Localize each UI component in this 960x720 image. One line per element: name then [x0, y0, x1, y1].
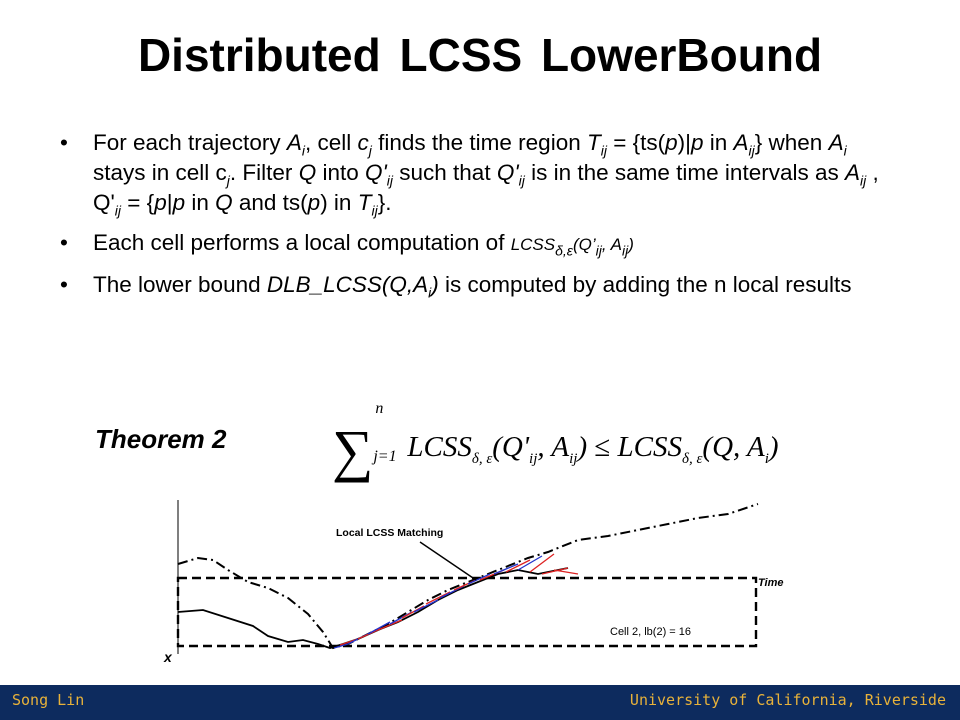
- time-axis-label: Time: [758, 577, 784, 589]
- slide-title: Distributed LCSS LowerBound: [137, 29, 823, 81]
- lcss-matching-links: [334, 554, 578, 648]
- bullet-2: • Each cell performs a local computation of $LCSS_{\delta,\varepsilon}(Q’_{ij}$, $A_{ij}$): [60, 230, 634, 259]
- trajectory-figure: [158, 494, 798, 674]
- bullet-1: • For each trajectory $A_i$, cell $c_j$ finds the time region $T_{ij} = \{ts(p)|p$ in $A_{ij}$} when $A_i$ stays in cell $c_j$. Filter Q into $Q'_{ij}$ such that $Q'_{ij}$ is in the same time intervals as $A_{ij}$ , $Q'_{ij} = \{p|p$ in Q and ts(p) in $T_{ij}$}.: [60, 130, 879, 219]
- sum-symbol: ∑: [332, 418, 374, 483]
- sum-limits: n j=1: [373, 400, 397, 465]
- bullet-dot: •: [60, 272, 68, 297]
- bullet-3: • The lower bound $DLB\_LCSS(Q,A_i)$ is computed by adding the n local results: [60, 272, 852, 301]
- theorem-label: Theorem 2: [95, 424, 227, 454]
- bullet-list: [60, 128, 890, 310]
- x-axis-label: x: [164, 649, 172, 665]
- trajectory-a-line: [178, 568, 568, 648]
- footer-bar: [0, 685, 960, 720]
- cell-label: Cell 2, lb(2) = 16: [610, 626, 692, 638]
- annotation-label: Local LCSS Matching: [336, 527, 444, 539]
- theorem-formula: ∑ n j=1 $LCSS_{\delta, \varepsilon}(Q'_{ij}$, $A_{ij}$) ≤ $LCSS_{\delta, \varepsilon}(Q$, $A_i$): [332, 400, 779, 483]
- bullet-dot: •: [60, 130, 68, 155]
- bullet-dot: •: [60, 230, 68, 255]
- footer-institution: University of California, Riverside: [629, 691, 946, 709]
- footer-author: Song Lin: [12, 691, 85, 709]
- annotation-arrow: [420, 542, 476, 580]
